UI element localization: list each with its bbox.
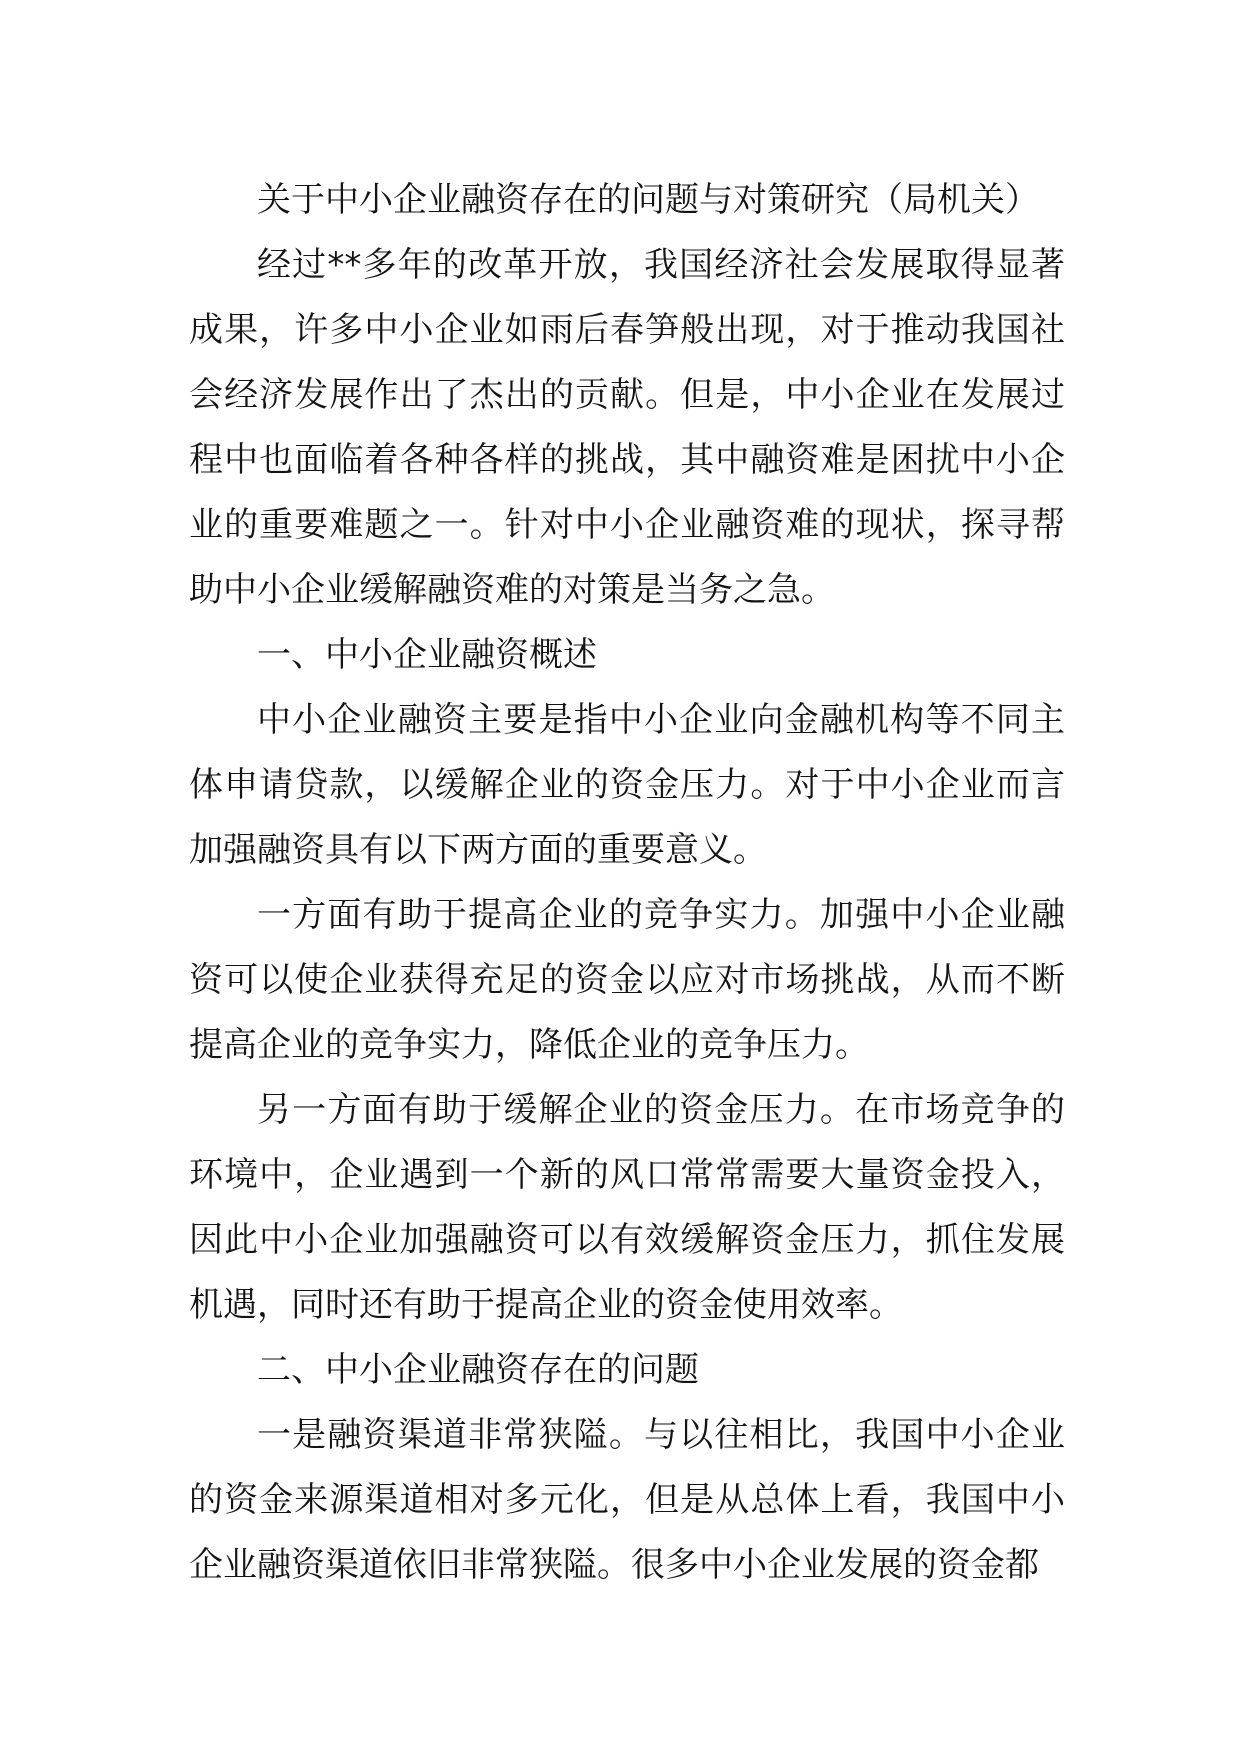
document-body <box>189 168 1065 1598</box>
section-heading-problems: 二、中小企业融资存在的问题 <box>257 1350 699 1390</box>
paragraph-competitiveness: 一方面有助于提高企业的竞争实力。加强中小企业融资可以使企业获得充足的资金以应对市场挑战，从而不断提高企业的竞争实力，降低企业的竞争压力。 <box>189 895 1065 1065</box>
paragraph-overview: 中小企业融资主要是指中小企业向金融机构等不同主体申请贷款，以缓解企业的资金压力。对于中小企业而言加强融资具有以下两方面的重要意义。 <box>189 700 1065 870</box>
paragraph-capital-pressure: 另一方面有助于缓解企业的资金压力。在市场竞争的环境中，企业遇到一个新的风口常常需要大量资金投入，因此中小企业加强融资可以有效缓解资金压力，抓住发展机遇，同时还有助于提高企业的资金使用效率。 <box>189 1090 1065 1325</box>
paragraph-narrow-channels: 一是融资渠道非常狭隘。与以往相比，我国中小企业的资金来源渠道相对多元化，但是从总体上看，我国中小企业融资渠道依旧非常狭隘。很多中小企业发展的资金都 <box>189 1415 1065 1585</box>
document-title: 关于中小企业融资存在的问题与对策研究（局机关） <box>257 180 1039 220</box>
paragraph-intro: 经过**多年的改革开放，我国经济社会发展取得显著成果，许多中小企业如雨后春笋般出现，对于推动我国社会经济发展作出了杰出的贡献。但是，中小企业在发展过程中也面临着各种各样的挑战，其中融资难是困扰中小企业的重要难题之一。针对中小企业融资难的现状，探寻帮助中小企业缓解融资难的对策是当务之急。 <box>189 245 1065 610</box>
section-heading-overview: 一、中小企业融资概述 <box>257 635 597 675</box>
